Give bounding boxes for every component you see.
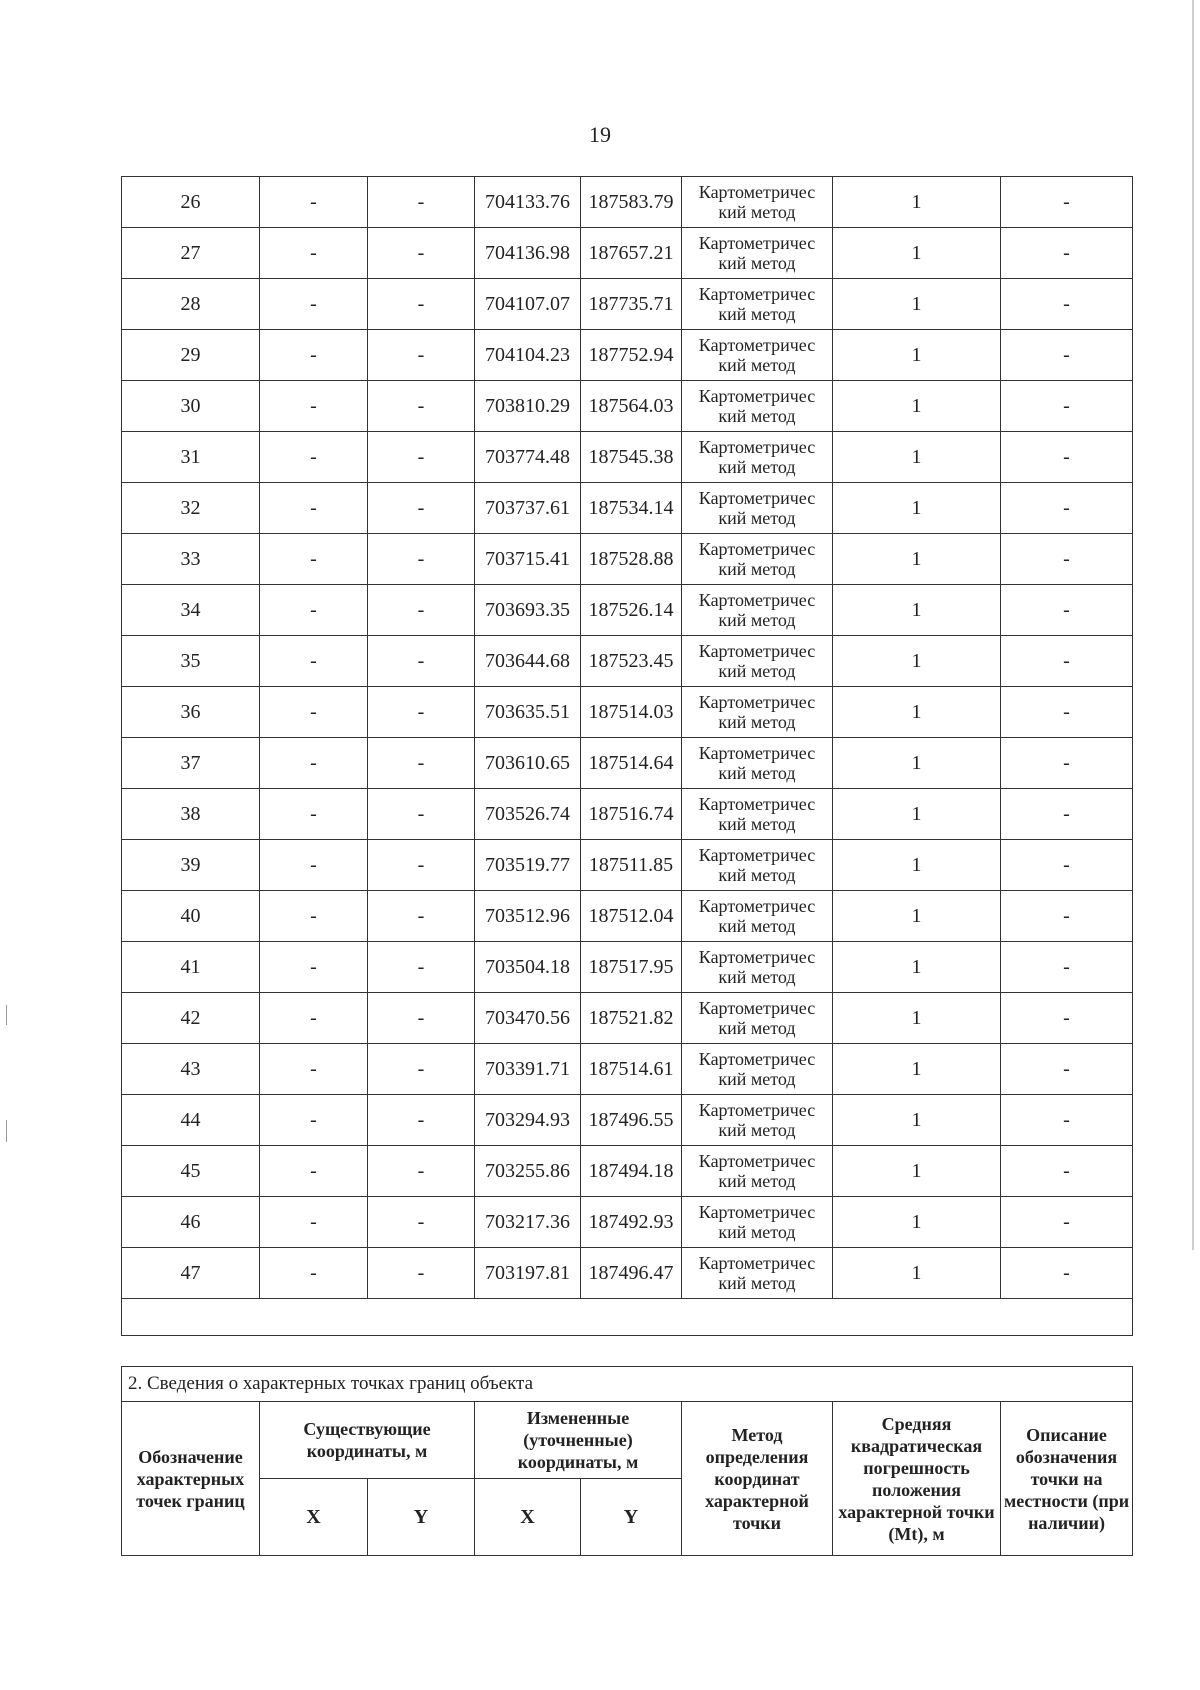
mean-error: 1 — [833, 1146, 1001, 1197]
method-line2: кий метод — [718, 916, 796, 936]
changed-y: 187545.38 — [581, 432, 682, 483]
section2-title-row — [122, 1367, 1133, 1402]
method-line2: кий метод — [718, 253, 796, 273]
mean-error: 1 — [833, 1197, 1001, 1248]
changed-x: 703610.65 — [475, 738, 581, 789]
method-line1: Картометричес — [698, 182, 816, 202]
mean-error: 1 — [833, 177, 1001, 228]
changed-y: 187583.79 — [581, 177, 682, 228]
changed-y: 187516.74 — [581, 789, 682, 840]
changed-y: 187514.61 — [581, 1044, 682, 1095]
changed-x: 703737.61 — [475, 483, 581, 534]
point-description: - — [1001, 1095, 1133, 1146]
existing-y: - — [368, 432, 475, 483]
table-row — [122, 636, 1133, 687]
existing-y: - — [368, 585, 475, 636]
existing-x: - — [260, 585, 368, 636]
point-description: - — [1001, 228, 1133, 279]
point-description: - — [1001, 942, 1133, 993]
changed-y: 187564.03 — [581, 381, 682, 432]
existing-x: - — [260, 432, 368, 483]
existing-x: - — [260, 381, 368, 432]
mean-error: 1 — [833, 432, 1001, 483]
existing-y: - — [368, 1044, 475, 1095]
point-description: - — [1001, 789, 1133, 840]
changed-x: 703693.35 — [475, 585, 581, 636]
point-number: 41 — [122, 942, 260, 993]
method-line1: Картометричес — [698, 437, 816, 457]
mean-error: 1 — [833, 942, 1001, 993]
existing-y: - — [368, 942, 475, 993]
changed-x: 703255.86 — [475, 1146, 581, 1197]
existing-y: - — [368, 381, 475, 432]
method-cell — [682, 228, 833, 279]
changed-x: 703504.18 — [475, 942, 581, 993]
method-line2: кий метод — [718, 1171, 796, 1191]
point-number: 44 — [122, 1095, 260, 1146]
existing-x: - — [260, 330, 368, 381]
existing-y: - — [368, 177, 475, 228]
method-line2: кий метод — [718, 508, 796, 528]
point-number: 29 — [122, 330, 260, 381]
coordinates-table-body — [122, 177, 1133, 1336]
method-cell — [682, 1197, 833, 1248]
point-description: - — [1001, 738, 1133, 789]
method-line2: кий метод — [718, 1018, 796, 1038]
point-description: - — [1001, 381, 1133, 432]
table-row — [122, 228, 1133, 279]
mean-error: 1 — [833, 228, 1001, 279]
point-number: 38 — [122, 789, 260, 840]
method-line1: Картометричес — [698, 1202, 816, 1222]
point-number: 32 — [122, 483, 260, 534]
method-cell — [682, 1044, 833, 1095]
changed-x: 704107.07 — [475, 279, 581, 330]
header-existing-y: Y — [368, 1479, 475, 1556]
method-cell — [682, 687, 833, 738]
method-cell — [682, 636, 833, 687]
changed-x: 703391.71 — [475, 1044, 581, 1095]
table-row — [122, 993, 1133, 1044]
method-cell — [682, 585, 833, 636]
method-line1: Картометричес — [698, 488, 816, 508]
scan-edge-line — [1192, 0, 1194, 1250]
point-description: - — [1001, 330, 1133, 381]
changed-y: 187494.18 — [581, 1146, 682, 1197]
changed-x: 703715.41 — [475, 534, 581, 585]
changed-y: 187514.64 — [581, 738, 682, 789]
method-line1: Картометричес — [698, 743, 816, 763]
method-line2: кий метод — [718, 712, 796, 732]
method-line1: Картометричес — [698, 1049, 816, 1069]
existing-x: - — [260, 1248, 368, 1299]
point-number: 28 — [122, 279, 260, 330]
changed-x: 703526.74 — [475, 789, 581, 840]
existing-y: - — [368, 1146, 475, 1197]
existing-y: - — [368, 891, 475, 942]
existing-y: - — [368, 534, 475, 585]
point-number: 46 — [122, 1197, 260, 1248]
method-cell — [682, 330, 833, 381]
table-row — [122, 1095, 1133, 1146]
existing-y: - — [368, 636, 475, 687]
point-description: - — [1001, 279, 1133, 330]
point-number: 43 — [122, 1044, 260, 1095]
existing-x: - — [260, 177, 368, 228]
method-cell — [682, 1248, 833, 1299]
existing-x: - — [260, 1197, 368, 1248]
point-number: 31 — [122, 432, 260, 483]
changed-y: 187528.88 — [581, 534, 682, 585]
mean-error: 1 — [833, 585, 1001, 636]
existing-x: - — [260, 1146, 368, 1197]
point-number: 30 — [122, 381, 260, 432]
method-line1: Картометричес — [698, 896, 816, 916]
changed-y: 187496.55 — [581, 1095, 682, 1146]
table-row — [122, 1248, 1133, 1299]
table-row — [122, 840, 1133, 891]
method-line2: кий метод — [718, 457, 796, 477]
changed-y: 187521.82 — [581, 993, 682, 1044]
changed-x: 703635.51 — [475, 687, 581, 738]
changed-y: 187514.03 — [581, 687, 682, 738]
existing-y: - — [368, 1248, 475, 1299]
changed-y: 187496.47 — [581, 1248, 682, 1299]
existing-y: - — [368, 483, 475, 534]
method-line1: Картометричес — [698, 1253, 816, 1273]
empty-cell — [122, 1299, 1133, 1336]
existing-x: - — [260, 1095, 368, 1146]
point-description: - — [1001, 177, 1133, 228]
mean-error: 1 — [833, 840, 1001, 891]
existing-y: - — [368, 228, 475, 279]
existing-x: - — [260, 687, 368, 738]
mean-error: 1 — [833, 1095, 1001, 1146]
point-description: - — [1001, 585, 1133, 636]
changed-x: 703512.96 — [475, 891, 581, 942]
existing-x: - — [260, 840, 368, 891]
method-line1: Картометричес — [698, 845, 816, 865]
table-row — [122, 585, 1133, 636]
scan-margin-mark — [6, 1005, 7, 1025]
existing-y: - — [368, 687, 475, 738]
mean-error: 1 — [833, 1248, 1001, 1299]
point-description: - — [1001, 483, 1133, 534]
table-row — [122, 1146, 1133, 1197]
existing-x: - — [260, 942, 368, 993]
method-line1: Картометричес — [698, 947, 816, 967]
existing-y: - — [368, 1197, 475, 1248]
existing-x: - — [260, 228, 368, 279]
existing-y: - — [368, 789, 475, 840]
point-number: 42 — [122, 993, 260, 1044]
method-line2: кий метод — [718, 763, 796, 783]
table-empty-row — [122, 1299, 1133, 1336]
existing-y: - — [368, 993, 475, 1044]
method-line2: кий метод — [718, 814, 796, 834]
point-number: 33 — [122, 534, 260, 585]
changed-x: 703470.56 — [475, 993, 581, 1044]
changed-x: 703774.48 — [475, 432, 581, 483]
changed-x: 703644.68 — [475, 636, 581, 687]
method-cell — [682, 177, 833, 228]
existing-x: - — [260, 636, 368, 687]
changed-x: 703519.77 — [475, 840, 581, 891]
point-description: - — [1001, 840, 1133, 891]
point-description: - — [1001, 636, 1133, 687]
method-line1: Картометричес — [698, 386, 816, 406]
header-existing-coords: Существующие координаты, м — [260, 1402, 475, 1479]
table-row — [122, 789, 1133, 840]
method-cell — [682, 942, 833, 993]
point-description: - — [1001, 993, 1133, 1044]
method-line1: Картометричес — [698, 1151, 816, 1171]
method-line2: кий метод — [718, 355, 796, 375]
existing-y: - — [368, 738, 475, 789]
method-cell — [682, 789, 833, 840]
changed-x: 703810.29 — [475, 381, 581, 432]
point-description: - — [1001, 534, 1133, 585]
table-row — [122, 891, 1133, 942]
page-number: 19 — [589, 122, 611, 147]
method-line2: кий метод — [718, 406, 796, 426]
method-cell — [682, 738, 833, 789]
changed-x: 703217.36 — [475, 1197, 581, 1248]
coordinates-table — [121, 176, 1133, 1336]
method-line1: Картометричес — [698, 590, 816, 610]
existing-x: - — [260, 738, 368, 789]
method-line2: кий метод — [718, 1222, 796, 1242]
mean-error: 1 — [833, 891, 1001, 942]
method-line1: Картометричес — [698, 233, 816, 253]
table-row — [122, 1044, 1133, 1095]
method-line1: Картометричес — [698, 641, 816, 661]
changed-x: 703197.81 — [475, 1248, 581, 1299]
existing-x: - — [260, 789, 368, 840]
scan-margin-mark — [6, 1120, 7, 1142]
method-line2: кий метод — [718, 1120, 796, 1140]
changed-x: 704104.23 — [475, 330, 581, 381]
method-line2: кий метод — [718, 1273, 796, 1293]
table-row — [122, 738, 1133, 789]
method-line1: Картометричес — [698, 998, 816, 1018]
method-line2: кий метод — [718, 865, 796, 885]
mean-error: 1 — [833, 534, 1001, 585]
table-row — [122, 942, 1133, 993]
point-description: - — [1001, 687, 1133, 738]
section2-title: 2. Сведения о характерных точках границ объекта — [122, 1367, 1133, 1402]
header-changed-x: X — [475, 1479, 581, 1556]
existing-y: - — [368, 1095, 475, 1146]
method-line2: кий метод — [718, 610, 796, 630]
table-row — [122, 432, 1133, 483]
point-number: 35 — [122, 636, 260, 687]
header-changed-y: Y — [581, 1479, 682, 1556]
mean-error: 1 — [833, 1044, 1001, 1095]
existing-x: - — [260, 483, 368, 534]
point-number: 36 — [122, 687, 260, 738]
table-row — [122, 534, 1133, 585]
method-line1: Картометричес — [698, 539, 816, 559]
mean-error: 1 — [833, 993, 1001, 1044]
method-line1: Картометричес — [698, 692, 816, 712]
table-row — [122, 330, 1133, 381]
method-line1: Картометричес — [698, 1100, 816, 1120]
method-line1: Картометричес — [698, 794, 816, 814]
changed-x: 704136.98 — [475, 228, 581, 279]
method-line2: кий метод — [718, 661, 796, 681]
point-number: 45 — [122, 1146, 260, 1197]
method-line2: кий метод — [718, 559, 796, 579]
changed-y: 187492.93 — [581, 1197, 682, 1248]
changed-y: 187511.85 — [581, 840, 682, 891]
changed-y: 187517.95 — [581, 942, 682, 993]
point-number: 39 — [122, 840, 260, 891]
changed-y: 187526.14 — [581, 585, 682, 636]
existing-x: - — [260, 993, 368, 1044]
point-number: 34 — [122, 585, 260, 636]
method-line1: Картометричес — [698, 335, 816, 355]
header-description: Описание обозначения точки на местности (при наличии) — [1001, 1402, 1133, 1556]
header-method: Метод определения координат характерной точки — [682, 1402, 833, 1556]
method-cell — [682, 891, 833, 942]
table-row — [122, 687, 1133, 738]
mean-error: 1 — [833, 381, 1001, 432]
point-description: - — [1001, 1044, 1133, 1095]
mean-error: 1 — [833, 789, 1001, 840]
table-row — [122, 381, 1133, 432]
point-number: 27 — [122, 228, 260, 279]
changed-y: 187752.94 — [581, 330, 682, 381]
changed-y: 187512.04 — [581, 891, 682, 942]
method-cell — [682, 993, 833, 1044]
changed-y: 187534.14 — [581, 483, 682, 534]
method-cell — [682, 483, 833, 534]
mean-error: 1 — [833, 636, 1001, 687]
header-mean-error: Средняя квадратическая погрешность положения характерной точки (Mt), м — [833, 1402, 1001, 1556]
header-existing-x: X — [260, 1479, 368, 1556]
existing-x: - — [260, 279, 368, 330]
changed-y: 187657.21 — [581, 228, 682, 279]
method-line2: кий метод — [718, 1069, 796, 1089]
point-description: - — [1001, 432, 1133, 483]
mean-error: 1 — [833, 483, 1001, 534]
header-point-designation: Обозначение характерных точек границ — [122, 1402, 260, 1556]
existing-y: - — [368, 330, 475, 381]
method-cell — [682, 381, 833, 432]
method-cell — [682, 1146, 833, 1197]
point-description: - — [1001, 1248, 1133, 1299]
point-number: 37 — [122, 738, 260, 789]
existing-x: - — [260, 534, 368, 585]
method-line2: кий метод — [718, 967, 796, 987]
point-description: - — [1001, 891, 1133, 942]
point-number: 40 — [122, 891, 260, 942]
mean-error: 1 — [833, 279, 1001, 330]
existing-x: - — [260, 891, 368, 942]
table-row — [122, 177, 1133, 228]
section2-header-row — [122, 1402, 1133, 1479]
method-line1: Картометричес — [698, 284, 816, 304]
existing-x: - — [260, 1044, 368, 1095]
point-description: - — [1001, 1146, 1133, 1197]
method-line2: кий метод — [718, 304, 796, 324]
point-description: - — [1001, 1197, 1133, 1248]
method-cell — [682, 1095, 833, 1146]
table-row — [122, 1197, 1133, 1248]
point-number: 47 — [122, 1248, 260, 1299]
existing-y: - — [368, 840, 475, 891]
changed-x: 704133.76 — [475, 177, 581, 228]
method-line2: кий метод — [718, 202, 796, 222]
changed-y: 187735.71 — [581, 279, 682, 330]
method-cell — [682, 279, 833, 330]
method-cell — [682, 840, 833, 891]
table-row — [122, 279, 1133, 330]
changed-y: 187523.45 — [581, 636, 682, 687]
point-number: 26 — [122, 177, 260, 228]
method-cell — [682, 432, 833, 483]
mean-error: 1 — [833, 330, 1001, 381]
header-changed-coords: Измененные (уточненные) координаты, м — [475, 1402, 682, 1479]
table-row — [122, 483, 1133, 534]
mean-error: 1 — [833, 738, 1001, 789]
existing-y: - — [368, 279, 475, 330]
method-cell — [682, 534, 833, 585]
mean-error: 1 — [833, 687, 1001, 738]
changed-x: 703294.93 — [475, 1095, 581, 1146]
section2-table — [121, 1366, 1133, 1556]
